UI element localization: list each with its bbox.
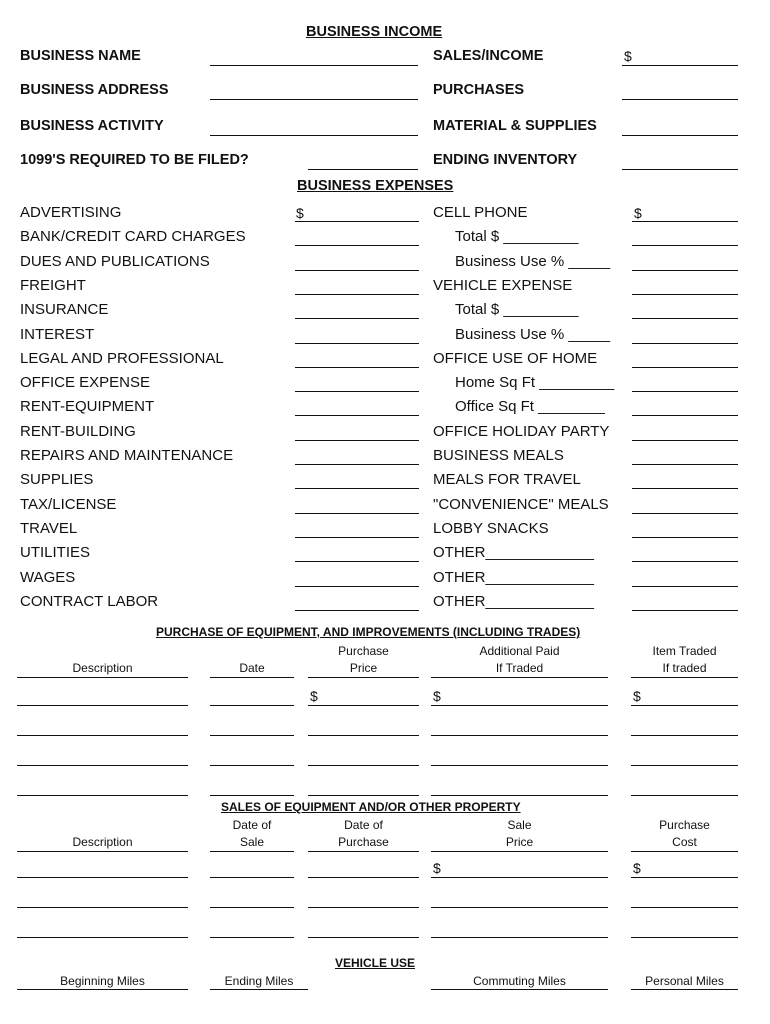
equipment-purchase-title: PURCHASE OF EQUIPMENT, AND IMPROVEMENTS (INCLUDING TRADES) bbox=[156, 625, 581, 639]
expense-label: OTHER_____________ bbox=[433, 592, 594, 610]
expense-amount-field[interactable] bbox=[632, 270, 738, 271]
table-cell-field[interactable] bbox=[210, 937, 294, 938]
income-field[interactable] bbox=[622, 99, 738, 100]
business-income-title: BUSINESS INCOME bbox=[306, 24, 443, 40]
expense-amount-field[interactable] bbox=[632, 367, 738, 368]
expense-amount-field[interactable] bbox=[632, 464, 738, 465]
column-header-line1: Additional Paid bbox=[479, 644, 560, 658]
table-cell-field[interactable] bbox=[210, 795, 294, 796]
expense-amount-field[interactable] bbox=[632, 488, 738, 489]
expense-amount-field[interactable] bbox=[632, 440, 738, 441]
vehicle-miles-field[interactable] bbox=[210, 989, 308, 990]
column-header-rule[interactable] bbox=[17, 851, 188, 852]
income-label: BUSINESS NAME bbox=[20, 48, 141, 64]
vehicle-header: Commuting Miles bbox=[473, 974, 566, 988]
income-label: PURCHASES bbox=[433, 82, 525, 98]
table-cell-field[interactable] bbox=[17, 795, 188, 796]
column-header-rule[interactable] bbox=[431, 851, 608, 852]
expense-label: OTHER_____________ bbox=[433, 568, 594, 586]
table-cell-field[interactable] bbox=[210, 877, 294, 878]
expense-label: VEHICLE EXPENSE bbox=[433, 276, 573, 294]
expense-amount-field[interactable] bbox=[295, 294, 419, 295]
currency-symbol: $ bbox=[310, 688, 318, 704]
table-cell-field[interactable] bbox=[631, 877, 738, 878]
expense-amount-field[interactable] bbox=[632, 561, 738, 562]
expense-label: Business Use % _____ bbox=[455, 252, 611, 270]
expense-amount-field[interactable] bbox=[632, 343, 738, 344]
table-cell-field[interactable] bbox=[631, 907, 738, 908]
table-cell-field[interactable] bbox=[210, 765, 294, 766]
income-field[interactable] bbox=[622, 169, 738, 170]
column-header-line1: Sale bbox=[507, 818, 532, 832]
column-header-line2: Cost bbox=[672, 835, 697, 849]
expense-amount-field[interactable] bbox=[295, 221, 419, 222]
column-header-line1: Date of bbox=[344, 818, 383, 832]
expense-amount-field[interactable] bbox=[295, 537, 419, 538]
currency-symbol: $ bbox=[433, 860, 441, 876]
table-cell-field[interactable] bbox=[431, 937, 608, 938]
income-label: SALES/INCOME bbox=[433, 48, 544, 64]
expense-amount-field[interactable] bbox=[632, 245, 738, 246]
table-cell-field[interactable] bbox=[308, 907, 419, 908]
expense-amount-field[interactable] bbox=[295, 343, 419, 344]
expense-label: Total $ _________ bbox=[455, 228, 579, 246]
expense-label: RENT-EQUIPMENT bbox=[20, 398, 155, 416]
vehicle-miles-field[interactable] bbox=[17, 989, 188, 990]
expense-label: OTHER_____________ bbox=[433, 544, 594, 562]
column-header-line1: Purchase bbox=[659, 818, 710, 832]
column-header-line2: If traded bbox=[662, 661, 707, 675]
expense-amount-field[interactable] bbox=[295, 586, 419, 587]
column-header-rule[interactable] bbox=[17, 677, 188, 678]
income-field[interactable] bbox=[210, 99, 418, 100]
expense-label: INSURANCE bbox=[20, 301, 109, 319]
expense-label: "CONVENIENCE" MEALS bbox=[433, 495, 609, 513]
currency-symbol: $ bbox=[296, 205, 304, 221]
expense-label: RENT-BUILDING bbox=[20, 422, 136, 440]
column-header-line2: If Traded bbox=[495, 661, 544, 675]
column-header-line1: Purchase bbox=[338, 644, 389, 658]
currency-symbol: $ bbox=[433, 688, 441, 704]
column-header-line2: Date bbox=[239, 661, 265, 675]
expense-label: DUES AND PUBLICATIONS bbox=[20, 252, 210, 270]
table-cell-field[interactable] bbox=[308, 735, 419, 736]
column-header-line1: Item Traded bbox=[652, 644, 717, 658]
expense-label: SUPPLIES bbox=[20, 471, 94, 489]
income-field[interactable] bbox=[210, 65, 418, 66]
column-header-rule[interactable] bbox=[631, 851, 738, 852]
expense-label: BUSINESS MEALS bbox=[433, 447, 564, 464]
income-field[interactable] bbox=[210, 135, 418, 136]
expense-amount-field[interactable] bbox=[295, 245, 419, 246]
expense-label: LOBBY SNACKS bbox=[433, 519, 549, 537]
column-header-rule[interactable] bbox=[308, 677, 419, 678]
column-header-line1: Date of bbox=[232, 818, 272, 832]
expense-label: OFFICE USE OF HOME bbox=[433, 349, 598, 367]
expense-amount-field[interactable] bbox=[295, 391, 419, 392]
currency-symbol: $ bbox=[634, 205, 642, 221]
vehicle-header: Beginning Miles bbox=[60, 974, 145, 988]
expense-amount-field[interactable] bbox=[632, 610, 738, 611]
expense-label: REPAIRS AND MAINTENANCE bbox=[20, 447, 234, 464]
expense-label: WAGES bbox=[20, 568, 76, 586]
expense-amount-field[interactable] bbox=[632, 391, 738, 392]
income-label: BUSINESS ADDRESS bbox=[20, 82, 169, 98]
table-cell-field[interactable] bbox=[210, 907, 294, 908]
table-cell-field[interactable] bbox=[17, 937, 188, 938]
business-expenses-title: BUSINESS EXPENSES bbox=[297, 178, 454, 194]
table-cell-field[interactable] bbox=[17, 765, 188, 766]
table-cell-field[interactable] bbox=[17, 907, 188, 908]
income-label: ENDING INVENTORY bbox=[433, 152, 578, 168]
expense-amount-field[interactable] bbox=[632, 294, 738, 295]
table-cell-field[interactable] bbox=[17, 705, 188, 706]
expense-label: CELL PHONE bbox=[433, 204, 528, 221]
table-cell-field[interactable] bbox=[631, 937, 738, 938]
income-field[interactable] bbox=[622, 65, 738, 66]
expense-label: INTEREST bbox=[20, 325, 95, 343]
expense-label: OFFICE HOLIDAY PARTY bbox=[433, 422, 610, 440]
vehicle-header: Ending Miles bbox=[224, 974, 294, 988]
vehicle-miles-field[interactable] bbox=[431, 989, 608, 990]
table-cell-field[interactable] bbox=[308, 937, 419, 938]
expense-label: Business Use % _____ bbox=[455, 325, 611, 343]
column-header-rule[interactable] bbox=[431, 677, 608, 678]
expense-amount-field[interactable] bbox=[295, 464, 419, 465]
table-cell-field[interactable] bbox=[308, 705, 419, 706]
table-cell-field[interactable] bbox=[631, 705, 738, 706]
table-cell-field[interactable] bbox=[308, 795, 419, 796]
table-cell-field[interactable] bbox=[308, 877, 419, 878]
expense-amount-field[interactable] bbox=[295, 513, 419, 514]
expense-label: FREIGHT bbox=[20, 276, 86, 294]
expense-amount-field[interactable] bbox=[295, 440, 419, 441]
table-cell-field[interactable] bbox=[431, 705, 608, 706]
column-header-rule[interactable] bbox=[210, 677, 294, 678]
table-cell-field[interactable] bbox=[431, 907, 608, 908]
expense-label: Home Sq Ft _________ bbox=[455, 374, 615, 392]
expense-label: CONTRACT LABOR bbox=[20, 592, 159, 610]
expense-label: MEALS FOR TRAVEL bbox=[433, 471, 581, 489]
expense-amount-field[interactable] bbox=[295, 610, 419, 611]
column-header-line2: Description bbox=[72, 835, 133, 849]
currency-symbol: $ bbox=[633, 860, 641, 876]
expense-amount-field[interactable] bbox=[295, 270, 419, 271]
currency-symbol: $ bbox=[633, 688, 641, 704]
income-field[interactable] bbox=[622, 135, 738, 136]
equipment-sales-title: SALES OF EQUIPMENT AND/OR OTHER PROPERTY bbox=[221, 800, 521, 814]
expense-label: LEGAL AND PROFESSIONAL bbox=[20, 349, 224, 367]
column-header-line2: Purchase bbox=[338, 835, 389, 849]
table-cell-field[interactable] bbox=[17, 735, 188, 736]
expense-amount-field[interactable] bbox=[295, 561, 419, 562]
expense-label: ADVERTISING bbox=[20, 204, 122, 221]
income-label: 1099'S REQUIRED TO BE FILED? bbox=[20, 152, 249, 168]
expense-amount-field[interactable] bbox=[632, 537, 738, 538]
expense-label: UTILITIES bbox=[20, 544, 91, 562]
column-header-line2: Sale bbox=[239, 835, 265, 849]
vehicle-miles-field[interactable] bbox=[631, 989, 738, 990]
expense-label: TAX/LICENSE bbox=[20, 495, 117, 513]
column-header-line2: Description bbox=[72, 661, 133, 675]
expense-label: TRAVEL bbox=[20, 519, 78, 537]
income-label: MATERIAL & SUPPLIES bbox=[433, 118, 597, 134]
table-cell-field[interactable] bbox=[210, 705, 294, 706]
table-cell-field[interactable] bbox=[17, 877, 188, 878]
expense-label: BANK/CREDIT CARD CHARGES bbox=[20, 228, 246, 246]
table-cell-field[interactable] bbox=[308, 765, 419, 766]
table-cell-field[interactable] bbox=[431, 795, 608, 796]
expense-amount-field[interactable] bbox=[632, 221, 738, 222]
expense-label: Total $ _________ bbox=[455, 301, 579, 319]
table-cell-field[interactable] bbox=[631, 735, 738, 736]
expense-label: Office Sq Ft ________ bbox=[455, 398, 605, 416]
expense-amount-field[interactable] bbox=[295, 488, 419, 489]
table-cell-field[interactable] bbox=[631, 795, 738, 796]
column-header-rule[interactable] bbox=[210, 851, 294, 852]
vehicle-use-title: VEHICLE USE bbox=[335, 956, 416, 970]
column-header-line2: Price bbox=[505, 835, 534, 849]
expense-amount-field[interactable] bbox=[632, 586, 738, 587]
expense-amount-field[interactable] bbox=[632, 513, 738, 514]
column-header-rule[interactable] bbox=[631, 677, 738, 678]
table-cell-field[interactable] bbox=[631, 765, 738, 766]
column-header-rule[interactable] bbox=[308, 851, 419, 852]
income-label: BUSINESS ACTIVITY bbox=[20, 118, 164, 134]
table-cell-field[interactable] bbox=[431, 877, 608, 878]
expense-amount-field[interactable] bbox=[295, 367, 419, 368]
expense-label: OFFICE EXPENSE bbox=[20, 374, 151, 392]
table-cell-field[interactable] bbox=[431, 735, 608, 736]
expense-amount-field[interactable] bbox=[632, 318, 738, 319]
income-field[interactable] bbox=[308, 169, 418, 170]
table-cell-field[interactable] bbox=[431, 765, 608, 766]
expense-amount-field[interactable] bbox=[295, 415, 419, 416]
table-cell-field[interactable] bbox=[210, 735, 294, 736]
vehicle-header: Personal Miles bbox=[645, 974, 724, 988]
expense-amount-field[interactable] bbox=[295, 318, 419, 319]
currency-symbol: $ bbox=[624, 48, 632, 64]
column-header-line2: Price bbox=[349, 661, 378, 675]
expense-amount-field[interactable] bbox=[632, 415, 738, 416]
